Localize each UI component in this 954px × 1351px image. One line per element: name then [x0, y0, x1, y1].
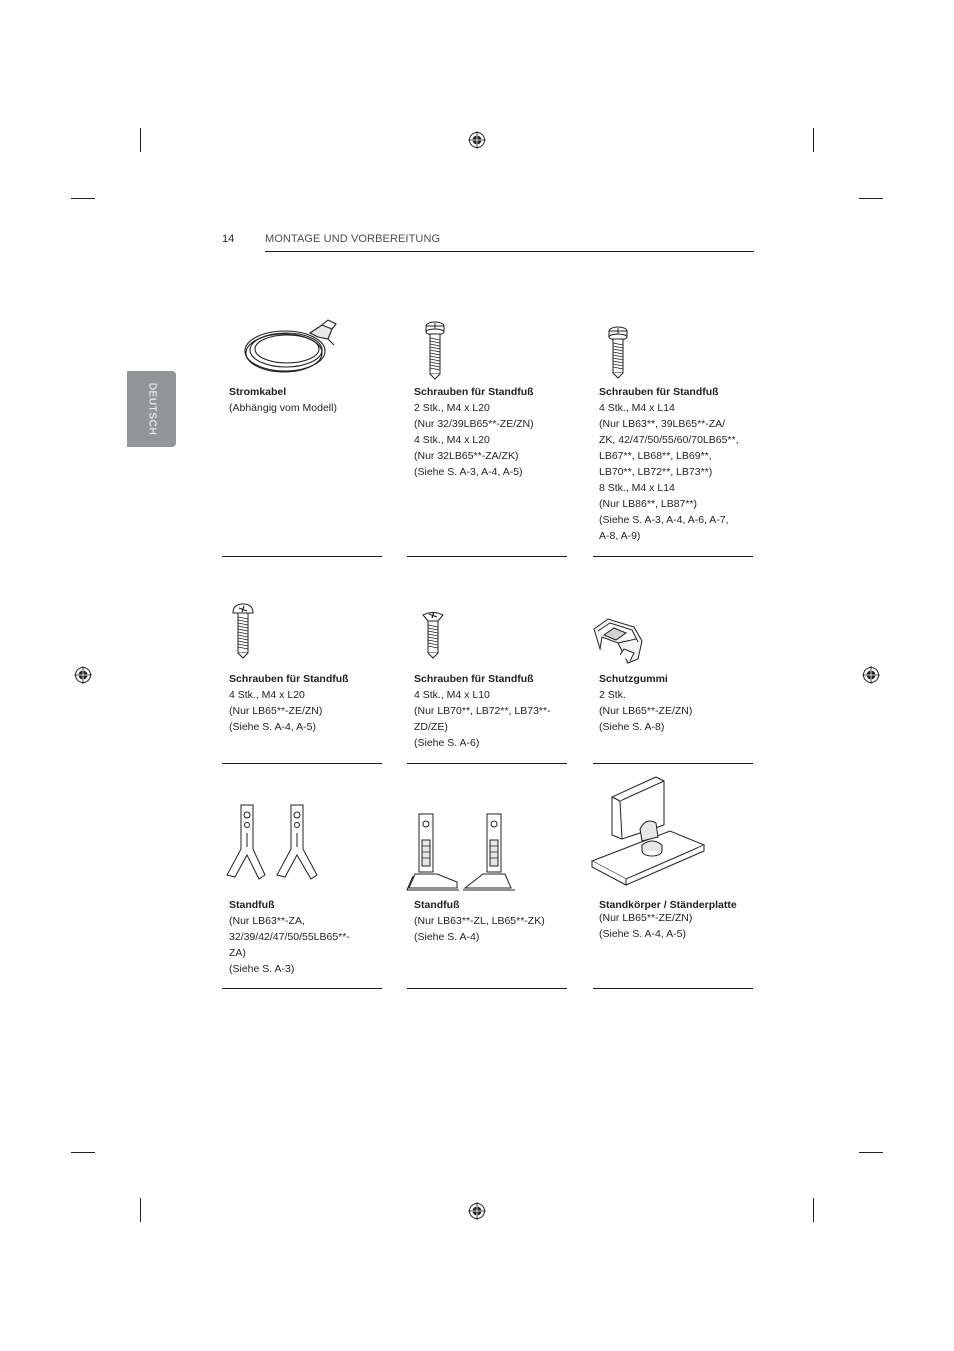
- item-line: LB67**, LB68**, LB69**,: [599, 450, 712, 462]
- medium-screw-icon: [606, 325, 630, 379]
- item-title: Schrauben für Standfuß: [599, 386, 719, 398]
- item-line: ZD/ZE): [414, 721, 448, 733]
- crop-mark: [859, 1152, 883, 1153]
- item-protective-rubber: [599, 671, 759, 735]
- item-divider: [407, 556, 567, 557]
- item-divider: [222, 988, 382, 989]
- item-line: 4 Stk., M4 x L14: [599, 402, 675, 414]
- item-title: Schrauben für Standfuß: [229, 673, 349, 685]
- item-title: Schrauben für Standfuß: [414, 386, 534, 398]
- item-line: ZA): [229, 947, 246, 959]
- round-head-screw-icon: [231, 603, 255, 659]
- item-line: (Nur LB63**-ZA,: [229, 915, 305, 927]
- item-line: (Siehe S. A-3): [229, 963, 295, 975]
- item-divider: [407, 988, 567, 989]
- item-line: 4 Stk., M4 x L10: [414, 689, 490, 701]
- item-line: A-8, A-9): [599, 530, 641, 542]
- crop-mark: [859, 198, 883, 199]
- item-line: 32/39/42/47/50/55LB65**-: [229, 931, 350, 943]
- chapter-title: MONTAGE UND VORBEREITUNG: [265, 233, 441, 245]
- item-line: ZK, 42/47/50/55/60/70LB65**,: [599, 434, 739, 446]
- item-screws-round-l20: [229, 671, 389, 735]
- stand-legs-icon: [405, 810, 517, 892]
- long-screw-icon: [423, 320, 447, 380]
- item-line: (Nur LB86**, LB87**): [599, 498, 698, 510]
- item-line: 2 Stk.: [599, 689, 626, 701]
- page-number: 14: [222, 233, 235, 245]
- item-line: 4 Stk., M4 x L20: [414, 434, 490, 446]
- language-tab-label: DEUTSCH: [146, 382, 157, 436]
- item-line: (Nur LB65**-ZE/ZN): [229, 705, 323, 717]
- item-line: 4 Stk., M4 x L20: [229, 689, 305, 701]
- item-line: 8 Stk., M4 x L14: [599, 482, 675, 494]
- header-divider: [265, 251, 754, 252]
- item-stand-body-plate: [599, 897, 759, 942]
- registration-mark-icon: [74, 666, 92, 684]
- item-screws-l10: [414, 671, 574, 751]
- item-divider: [593, 988, 753, 989]
- stand-body-plate-icon: [590, 773, 706, 889]
- registration-mark-icon: [862, 666, 880, 684]
- registration-mark-icon: [468, 131, 486, 149]
- item-stand-feet-a: [229, 897, 389, 977]
- item-line: (Nur 32LB65**-ZA/ZK): [414, 450, 519, 462]
- crop-mark: [71, 1152, 95, 1153]
- language-tab: [127, 371, 176, 447]
- item-line: (Siehe S. A-6): [414, 737, 480, 749]
- item-line: (Siehe S. A-4, A-5): [599, 928, 686, 940]
- item-line: (Abhängig vom Modell): [229, 402, 337, 414]
- item-line: 2 Stk., M4 x L20: [414, 402, 490, 414]
- countersunk-screw-icon: [421, 610, 445, 660]
- item-line: (Nur LB70**, LB72**, LB73**-: [414, 705, 551, 717]
- item-title: Stromkabel: [229, 386, 287, 398]
- crop-mark: [813, 1198, 814, 1222]
- registration-mark-icon: [468, 1202, 486, 1220]
- item-screws-l20: [414, 384, 574, 480]
- item-line: (Siehe S. A-3, A-4, A-5): [414, 466, 523, 478]
- item-screws-l14: [599, 384, 759, 544]
- crop-mark: [140, 128, 141, 152]
- item-power-cable: [229, 384, 389, 416]
- item-title: Standkörper / Ständerplatte: [599, 899, 737, 911]
- item-title: Schrauben für Standfuß: [414, 673, 534, 685]
- item-title: Standfuß: [414, 899, 460, 911]
- item-line: (Nur LB65**-ZE/ZN): [599, 912, 693, 924]
- item-divider: [593, 556, 753, 557]
- item-line: (Nur 32/39LB65**-ZE/ZN): [414, 418, 534, 430]
- crop-mark: [140, 1198, 141, 1222]
- crop-mark: [71, 198, 95, 199]
- item-divider: [222, 556, 382, 557]
- power-cable-icon: [240, 315, 345, 377]
- item-line: (Siehe S. A-4): [414, 931, 480, 943]
- item-divider: [593, 763, 753, 764]
- item-line: LB70**, LB72**, LB73**): [599, 466, 713, 478]
- item-stand-feet-b: [414, 897, 574, 945]
- item-divider: [222, 763, 382, 764]
- item-line: (Nur LB63**-ZL, LB65**-ZK): [414, 915, 545, 927]
- crop-mark: [813, 128, 814, 152]
- item-line: (Siehe S. A-4, A-5): [229, 721, 316, 733]
- item-line: (Nur LB65**-ZE/ZN): [599, 705, 693, 717]
- item-line: (Siehe S. A-8): [599, 721, 665, 733]
- protective-rubber-icon: [590, 615, 648, 667]
- item-divider: [407, 763, 567, 764]
- item-line: (Nur LB63**, 39LB65**-ZA/: [599, 418, 726, 430]
- item-title: Schutzgummi: [599, 673, 668, 685]
- item-title: Standfuß: [229, 899, 275, 911]
- item-line: (Siehe S. A-3, A-4, A-6, A-7,: [599, 514, 729, 526]
- stand-feet-icon: [225, 803, 325, 883]
